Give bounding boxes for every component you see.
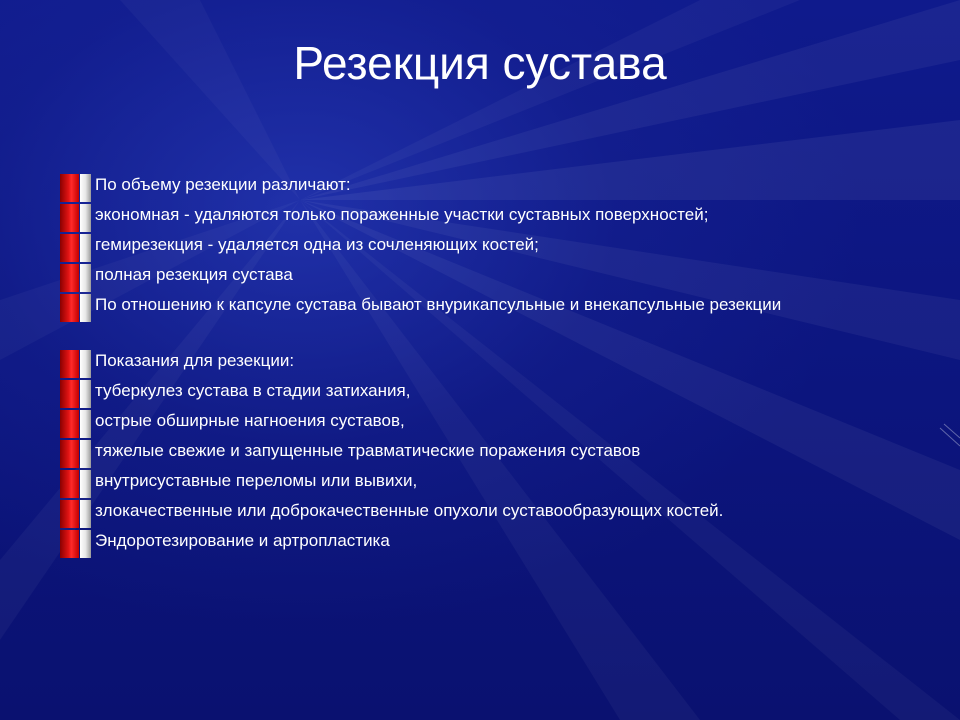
bullet-marker-icon <box>60 204 91 232</box>
bullet-marker-icon <box>60 410 91 438</box>
bullet-marker-icon <box>60 530 91 558</box>
list-item <box>60 378 940 408</box>
list-item <box>60 262 940 292</box>
bullet-marker-icon <box>60 264 91 292</box>
bullet-marker-icon <box>60 174 91 202</box>
bullet-marker-icon <box>60 380 91 408</box>
list-item-text: Эндоротезирование и артропластика <box>95 531 390 550</box>
bullet-marker-icon <box>60 294 91 322</box>
list-item <box>60 438 940 468</box>
list-item-text: Показания для резекции: <box>95 351 295 370</box>
list-item-text: По отношению к капсуле сустава бывают внурикапсульные и внекапсульные резекции <box>95 295 782 314</box>
list-item-text: острые обширные нагноения суставов, <box>95 411 405 430</box>
list-item-text: полная резекция сустава <box>95 265 293 284</box>
list-item <box>60 202 940 232</box>
list-item <box>60 408 940 438</box>
list-item <box>60 468 940 498</box>
list-item-text: внутрисуставные переломы или вывихи, <box>95 471 418 490</box>
bullet-marker-icon <box>60 500 91 528</box>
list-item-text: По объему резекции различают: <box>95 175 351 194</box>
list-item <box>60 348 940 378</box>
list-item-text: злокачественные или доброкачественные опухоли суставообразующих костей. <box>95 501 724 520</box>
bullet-marker-icon <box>60 234 91 262</box>
list-item <box>60 528 940 558</box>
list-item <box>60 232 940 262</box>
bullet-list <box>60 172 940 558</box>
list-item-text: туберкулез сустава в стадии затихания, <box>95 381 411 400</box>
list-item-text: тяжелые свежие и запущенные травматические поражения суставов <box>95 441 641 460</box>
bullet-marker-icon <box>60 470 91 498</box>
list-item-text: гемирезекция - удаляется одна из сочленяющих костей; <box>95 235 539 254</box>
list-item <box>60 498 940 528</box>
slide-title: Резекция сустава <box>293 37 667 89</box>
bullet-marker-icon <box>60 350 91 378</box>
bullet-marker-icon <box>60 440 91 468</box>
list-item <box>60 292 940 348</box>
list-item-text: экономная - удаляются только пораженные участки суставных поверхностей; <box>95 205 709 224</box>
list-item <box>60 172 940 202</box>
